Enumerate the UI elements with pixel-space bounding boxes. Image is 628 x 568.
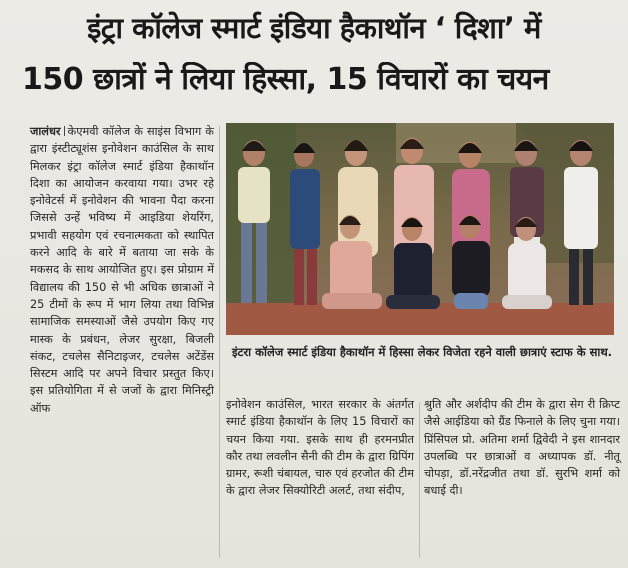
dateline: जालंधर <box>30 125 61 138</box>
group-photo-illustration <box>226 123 614 335</box>
column-rule-right <box>419 402 420 558</box>
headline-line-1: इंट्रा कॉलेज स्मार्ट इंडिया हैकाथॉन ‘ दिशा’ में <box>87 11 541 45</box>
column-rule-left <box>219 126 220 558</box>
article-text-left: केएमवी कॉलेज के साइंस विभाग के द्वारा इंस्टीट्यूशंस इनोवेशन काउंसिल के साथ मिलकर इंट्रा कॉलेज स्मार्ट इंडिया हैकाथॉन दिशा का आयोजन करवाया गया। उभर रहे इनोवेटर्स में इनोवेशन की भावना पैदा करना जिससे उन्हें भविष्य में आइडिया शेयरिंग, प्रभावी सहयोग एवं रचनात्मकता को स्थापित करने आदि के बारे में बताया जा सके के मकसद के साथ आयोजित हुए। इस प्रोग्राम में विद्यालय की 150 से भी अधिक छात्राओं ने 25 टीमों के रूप में भाग लिया तथा विभिन्न सामाजिक समस्याओं जैसे उपयोग किए गए मास्क के प्रबंधन, लेजर सुरक्षा, बिजली संकट, टचलेस सैनिटाइजर, टचलेस अटेंडेंस सिस्टम आदि पर अपने विचार प्रस्तुत किए। इस प्रतियोगिता में से जजों के द्वारा मिनिस्ट्री ऑफ <box>30 125 214 415</box>
group-photo <box>226 123 614 335</box>
headline-line-2: 150 छात्रों ने लिया हिस्सा, 15 विचारों का चयन <box>22 62 549 97</box>
article-column-middle: इनोवेशन काउंसिल, भारत सरकार के अंतर्गत स्मार्ट इंडिया हैकाथॉन के लिए 15 विचारों का चयन किया गया. इसके साथ ही हरमनप्रीत कौर तथा लवलीन सैनी की टीम के द्वारा ग्रिपिंग ग्रामर, रूशी चंबायल, चारु एवं हरजोत की टीम के द्वारा लेजर सिक्योरिटी अलर्ट, तथा संदीप, <box>226 398 414 498</box>
dateline-separator <box>64 126 65 136</box>
photo-caption: इंटरा कॉलेज स्मार्ट इंडिया हैकाथॉन में हिस्सा लेकर विजेता रहने वाली छात्राएं स्टाफ के साथ. <box>232 345 613 359</box>
article-column-left <box>30 123 214 417</box>
article-column-right: श्रुति और अर्शदीप की टीम के द्वारा सेग री क्रिप्ट जैसे आईडिया को ग्रैंड फिनाले के लिए चुना गया। प्रिंसिपल प्रो. अतिमा शर्मा द्विवेदी ने इस शानदार उपलब्धि पर छात्राओं व अध्यापक डॉ. नीतू चोपड़ा, डॉ.नरेंद्रजीत तथा डॉ. सुरभि शर्मा को बधाई दी। <box>424 398 620 498</box>
